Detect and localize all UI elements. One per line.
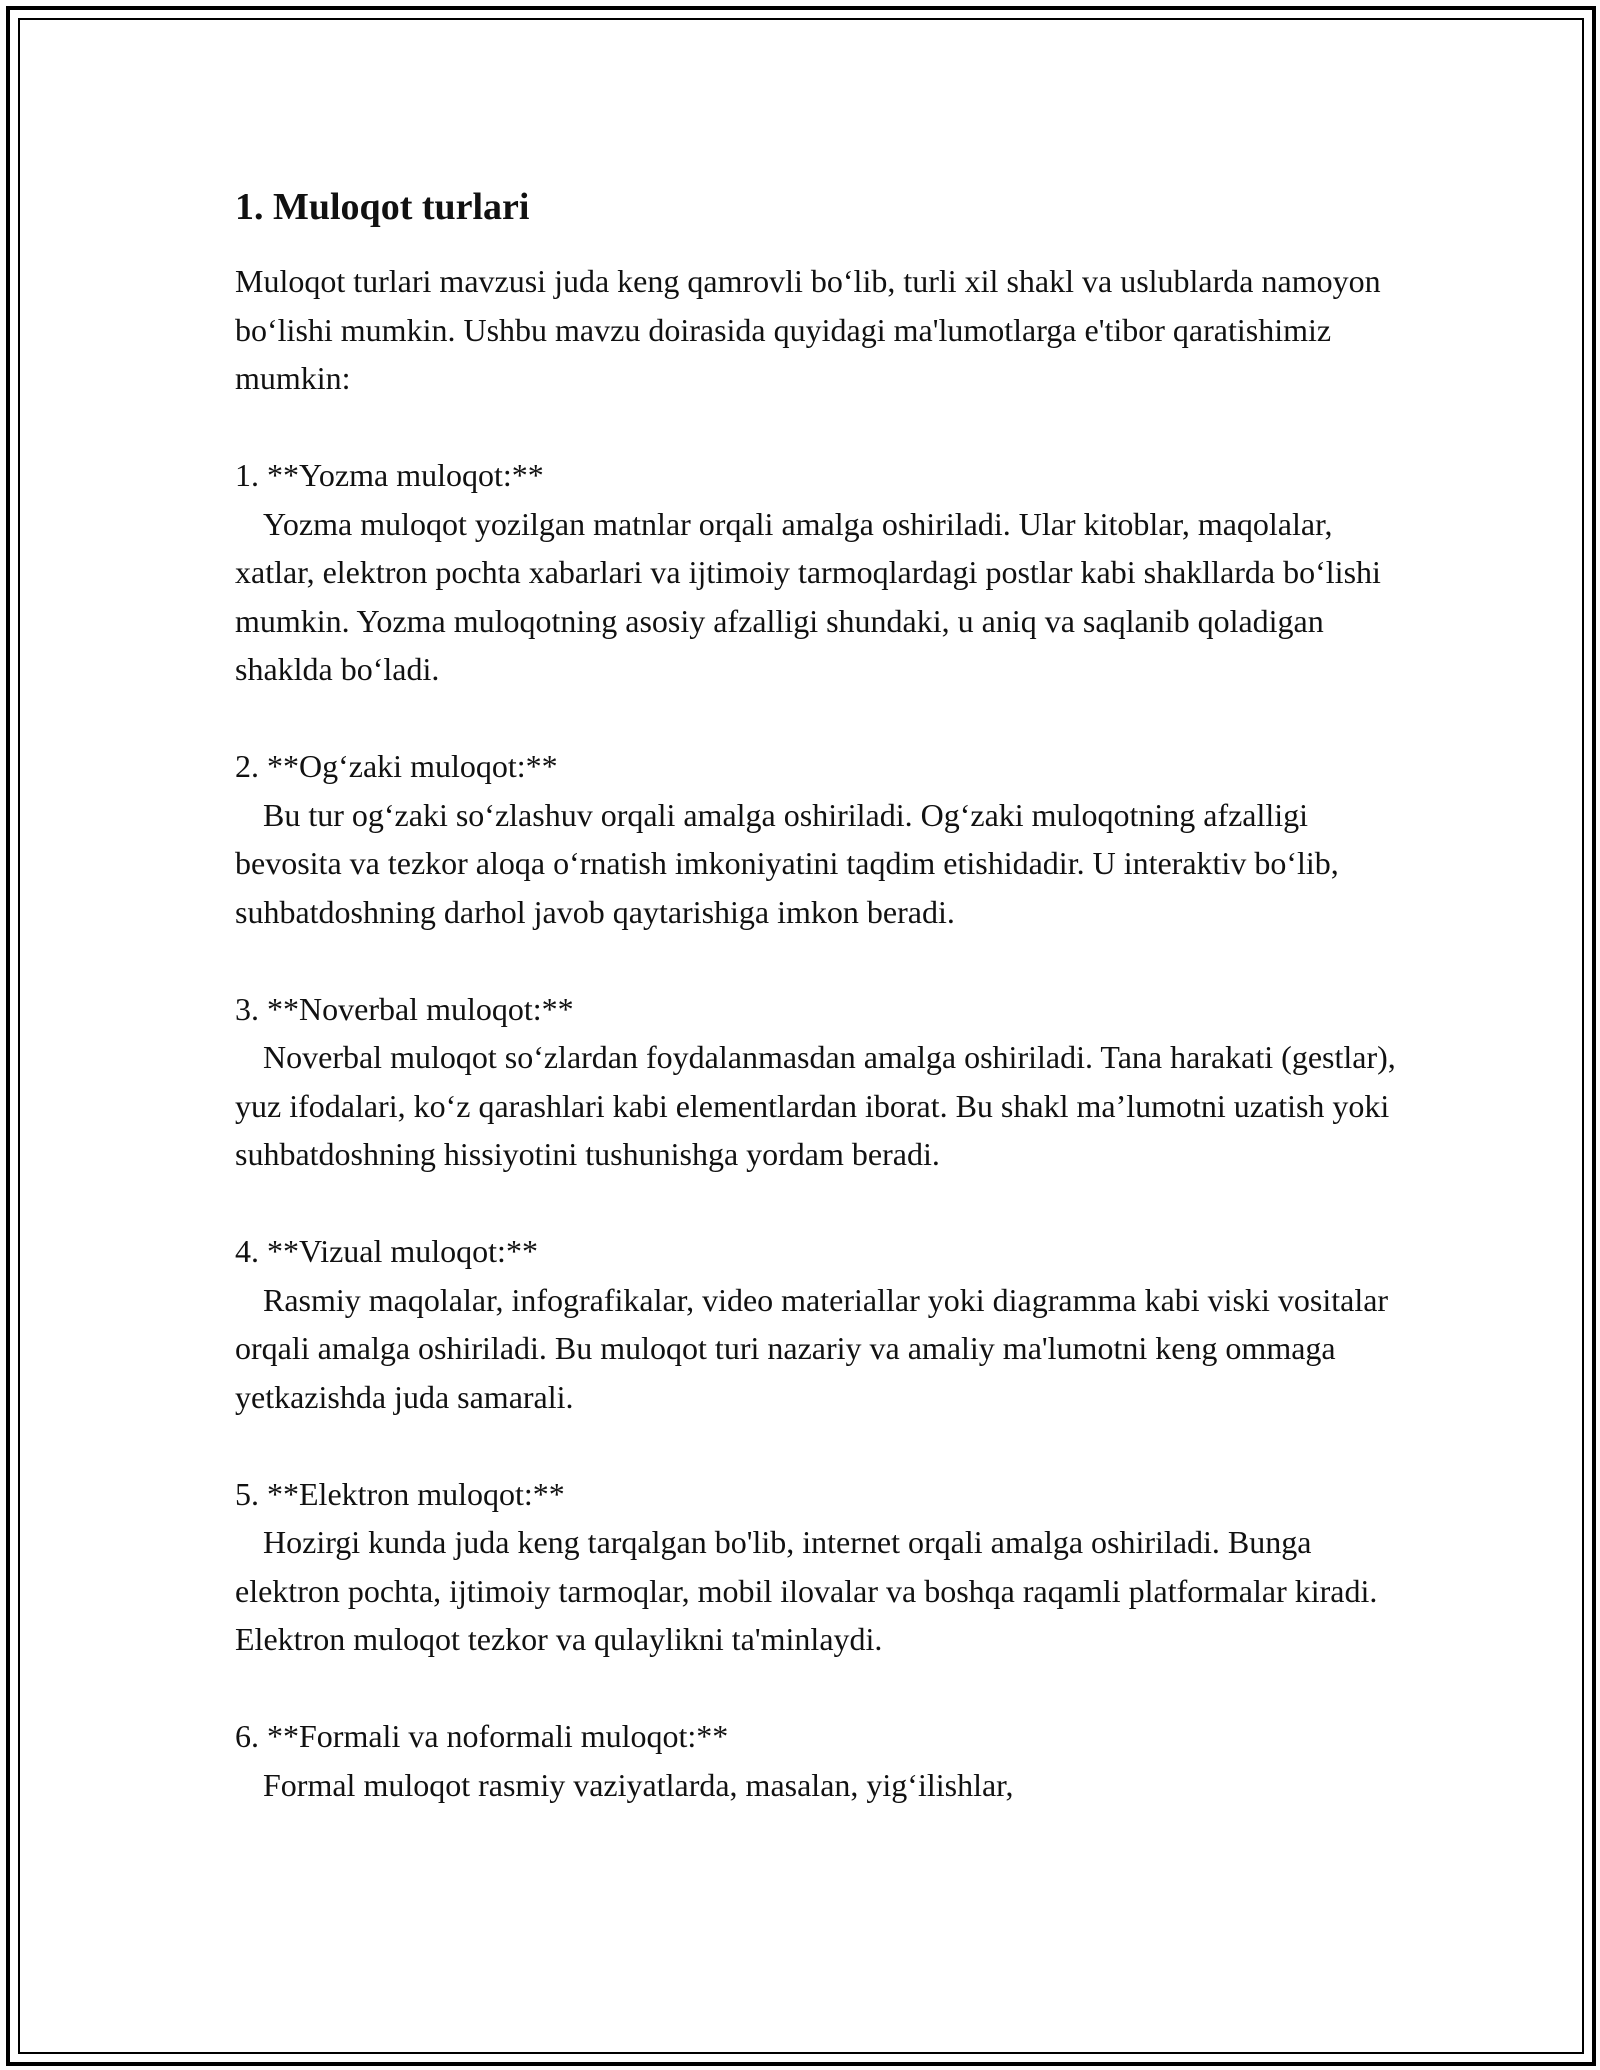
list-item-body: Yozma muloqot yozilgan matnlar orqali amalga oshiriladi. Ular kitoblar, maqolalar, xatlar, elektron pochta xabarlari va ijtimoiy tarmoqlardagi postlar kabi shakllarda bo‘lishi mumkin. Yozma muloqotning asosiy afzalligi shundaki, u aniq va saqlanib qoladigan shaklda bo‘ladi.	[235, 505, 1381, 687]
list-item-yozma	[235, 451, 1415, 694]
list-item-heading: 3. **Noverbal muloqot:**	[235, 990, 574, 1027]
list-item-heading: 4. **Vizual muloqot:**	[235, 1233, 538, 1269]
list-item-body: Formal muloqot rasmiy vaziyatlarda, masalan, yig‘ilishlar,	[263, 1766, 1014, 1803]
list-item-noverbal	[235, 985, 1415, 1179]
intro-paragraph: Muloqot turlari mavzusi juda keng qamrovli bo‘lib, turli xil shakl va uslublarda namoyon bo‘lishi mumkin. Ushbu mavzu doirasida quyidagi ma'lumotlarga e'tibor qaratishimiz mumkin:	[235, 263, 1381, 396]
list-item-heading: 2. **Og‘zaki muloqot:**	[235, 748, 558, 784]
list-item-body: Bu tur og‘zaki so‘zlashuv orqali amalga oshiriladi. Og‘zaki muloqotning afzalligi bevosita va tezkor aloqa o‘rnatish imkoniyatini taqdim etishidadir. U interaktiv bo‘lib, suhbatdoshning darhol javob qaytarishiga imkon beradi.	[235, 796, 1339, 930]
list-item-heading: 1. **Yozma muloqot:**	[235, 457, 544, 493]
list-item-formal	[235, 1712, 1415, 1809]
list-item-body: Hozirgi kunda juda keng tarqalgan bo'lib, internet orqali amalga oshiriladi. Bunga elektron pochta, ijtimoiy tarmoqlar, mobil ilovalar va boshqa raqamli platformalar kiradi. Elektron muloqot tezkor va qulaylikni ta'minlaydi.	[235, 1524, 1378, 1657]
list-item-ogzaki	[235, 742, 1415, 936]
list-item-heading: 5. **Elektron muloqot:**	[235, 1475, 565, 1512]
list-item-heading: 6. **Formali va noformali muloqot:**	[235, 1718, 729, 1754]
document-body	[235, 183, 1415, 1858]
list-item-elektron	[235, 1470, 1415, 1664]
list-item-body: Rasmiy maqolalar, infografikalar, video materiallar yoki diagramma kabi viski vositalar orqali amalga oshiriladi. Bu muloqot turi nazariy va amaliy ma'lumotni keng ommaga yetkazishda juda samarali.	[235, 1281, 1389, 1415]
list-item-vizual	[235, 1227, 1415, 1421]
list-item-body: Noverbal muloqot so‘zlardan foydalanmasdan amalga oshiriladi. Tana harakati (gestlar), yuz ifodalari, ko‘z qarashlari kabi elementlardan iborat. Bu shakl ma’lumotni uzatish yoki suhbatdoshning hissiyotini tushunishga yordam beradi.	[235, 1039, 1396, 1172]
page-title: 1. Muloqot turlari	[235, 186, 530, 228]
